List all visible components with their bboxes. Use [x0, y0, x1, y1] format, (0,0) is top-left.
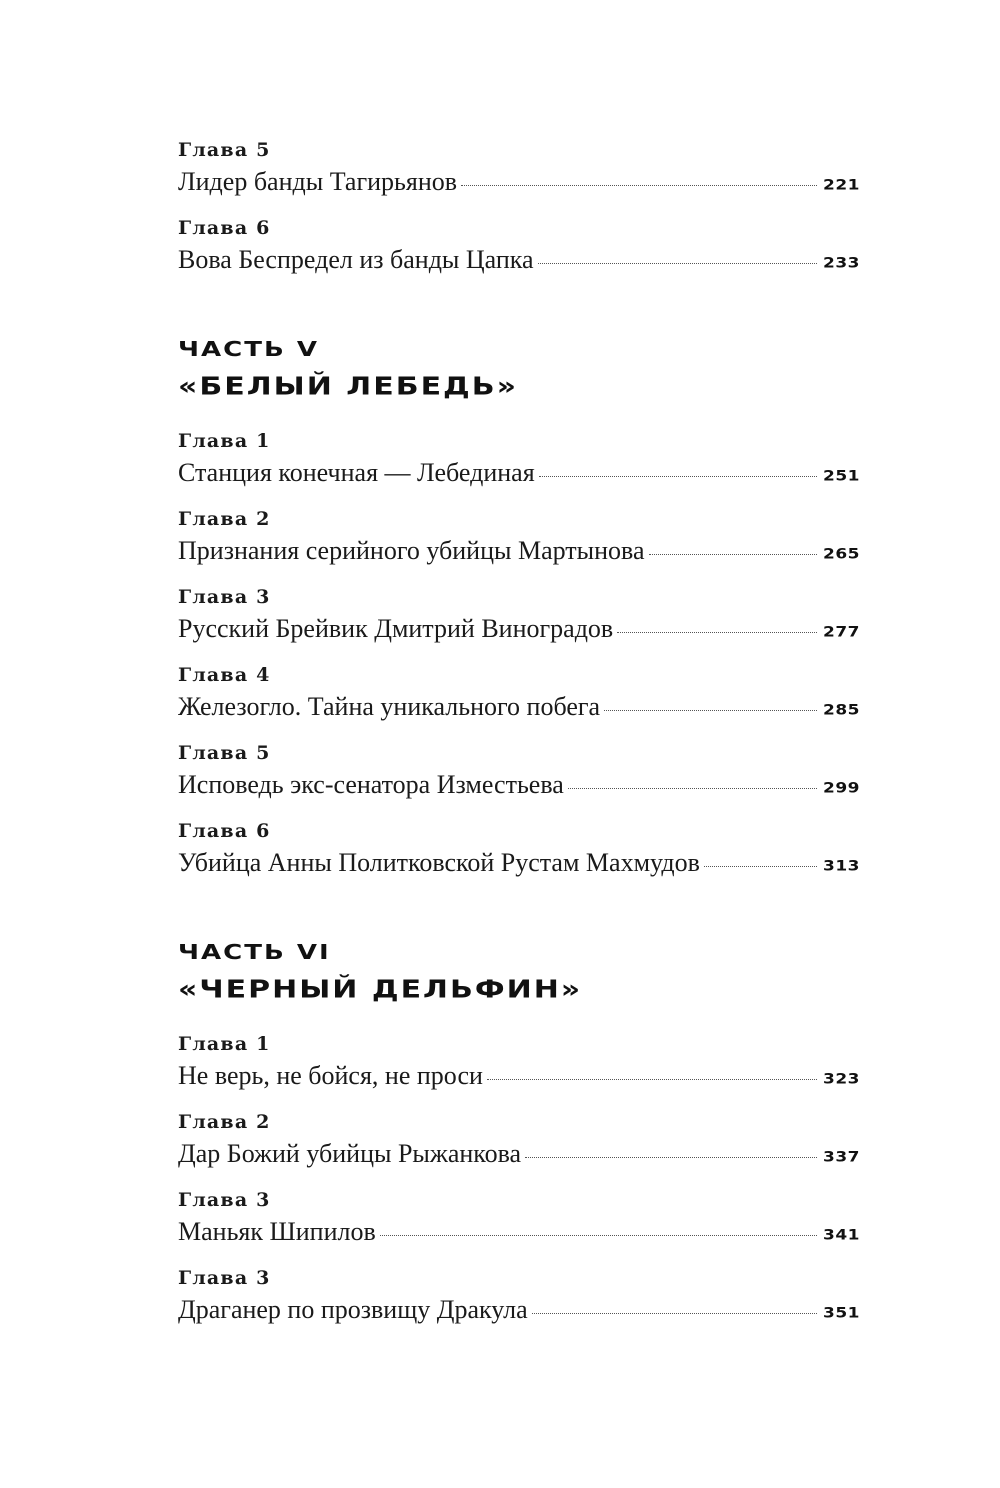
chapter-line: [178, 453, 860, 496]
chapter-label: Глава 6: [178, 217, 271, 239]
toc-entry[interactable]: [178, 663, 860, 730]
chapter-title: Дар Божий убийцы Рыжанкова: [178, 1139, 522, 1168]
page-number: 251: [823, 467, 860, 485]
toc-entry[interactable]: [178, 585, 860, 652]
page-number: 323: [823, 1070, 860, 1088]
part-title: «БЕЛЫЙ ЛЕБЕДЬ»: [178, 372, 519, 401]
toc-entry[interactable]: [178, 216, 860, 283]
chapter-line: [178, 240, 860, 283]
part-heading-6: [178, 936, 860, 1010]
chapter-title: Драганер по прозвищу Дракула: [178, 1295, 528, 1324]
chapter-title: Исповедь экс-сенатора Изместьева: [178, 770, 564, 799]
chapter-line: [178, 765, 860, 808]
chapter-label: Глава 4: [178, 664, 271, 686]
chapter-line: [178, 1056, 860, 1099]
part-heading-5: [178, 333, 860, 407]
page-number: 337: [823, 1148, 860, 1166]
chapter-title: Не верь, не бойся, не проси: [178, 1061, 483, 1090]
chapter-line: [178, 162, 860, 205]
chapter-label: Глава 3: [178, 586, 271, 608]
page-number: 277: [823, 623, 860, 641]
page-number: 313: [823, 857, 860, 875]
dot-leader: [487, 1079, 817, 1080]
chapter-label: Глава 2: [178, 508, 271, 530]
chapter-title: Лидер банды Тагирьянов: [178, 167, 458, 196]
toc-entry[interactable]: [178, 429, 860, 496]
chapter-title: Признания серийного убийцы Мартынова: [178, 536, 645, 565]
dot-leader: [461, 185, 817, 186]
chapter-line: [178, 609, 860, 652]
chapter-line: [178, 1212, 860, 1255]
dot-leader: [538, 263, 817, 264]
chapter-label: Глава 3: [178, 1189, 271, 1211]
chapter-title: Железогло. Тайна уникального побега: [178, 692, 601, 721]
chapter-label: Глава 3: [178, 1267, 271, 1289]
chapter-line: [178, 843, 860, 886]
chapter-title: Маньяк Шипилов: [178, 1217, 376, 1246]
page-number: 341: [823, 1226, 860, 1244]
dot-leader: [604, 710, 817, 711]
page-number: 233: [823, 254, 860, 272]
dot-leader: [532, 1313, 817, 1314]
part-label: ЧАСТЬ VI: [178, 941, 331, 965]
table-of-contents: [178, 138, 860, 1333]
part-label: ЧАСТЬ V: [178, 338, 319, 362]
toc-entry[interactable]: [178, 1110, 860, 1177]
chapter-label: Глава 2: [178, 1111, 271, 1133]
toc-entry[interactable]: [178, 1266, 860, 1333]
chapter-label: Глава 6: [178, 820, 271, 842]
dot-leader: [704, 866, 817, 867]
toc-entry[interactable]: [178, 1032, 860, 1099]
dot-leader: [617, 632, 817, 633]
chapter-label: Глава 5: [178, 742, 271, 764]
toc-entry[interactable]: [178, 138, 860, 205]
chapter-label: Глава 5: [178, 139, 271, 161]
chapter-label: Глава 1: [178, 1033, 271, 1055]
chapter-line: [178, 1290, 860, 1333]
dot-leader: [380, 1235, 817, 1236]
chapter-title: Русский Брейвик Дмитрий Виноградов: [178, 614, 614, 643]
chapter-line: [178, 531, 860, 574]
page-number: 265: [823, 545, 860, 563]
page-number: 221: [823, 176, 860, 194]
chapter-title: Убийца Анны Политковской Рустам Махмудов: [178, 848, 700, 877]
chapter-line: [178, 687, 860, 730]
dot-leader: [525, 1157, 817, 1158]
toc-entry[interactable]: [178, 819, 860, 886]
chapter-label: Глава 1: [178, 430, 271, 452]
toc-entry[interactable]: [178, 1188, 860, 1255]
page-number: 285: [823, 701, 860, 719]
part-title: «ЧЕРНЫЙ ДЕЛЬФИН»: [178, 975, 583, 1004]
chapter-title: Станция конечная — Лебединая: [178, 458, 535, 487]
toc-entry[interactable]: [178, 741, 860, 808]
chapter-title: Вова Беспредел из банды Цапка: [178, 245, 534, 274]
dot-leader: [649, 554, 818, 555]
page-number: 351: [823, 1304, 860, 1322]
toc-entry[interactable]: [178, 507, 860, 574]
page-number: 299: [823, 779, 860, 797]
dot-leader: [568, 788, 817, 789]
chapter-line: [178, 1134, 860, 1177]
dot-leader: [539, 476, 817, 477]
